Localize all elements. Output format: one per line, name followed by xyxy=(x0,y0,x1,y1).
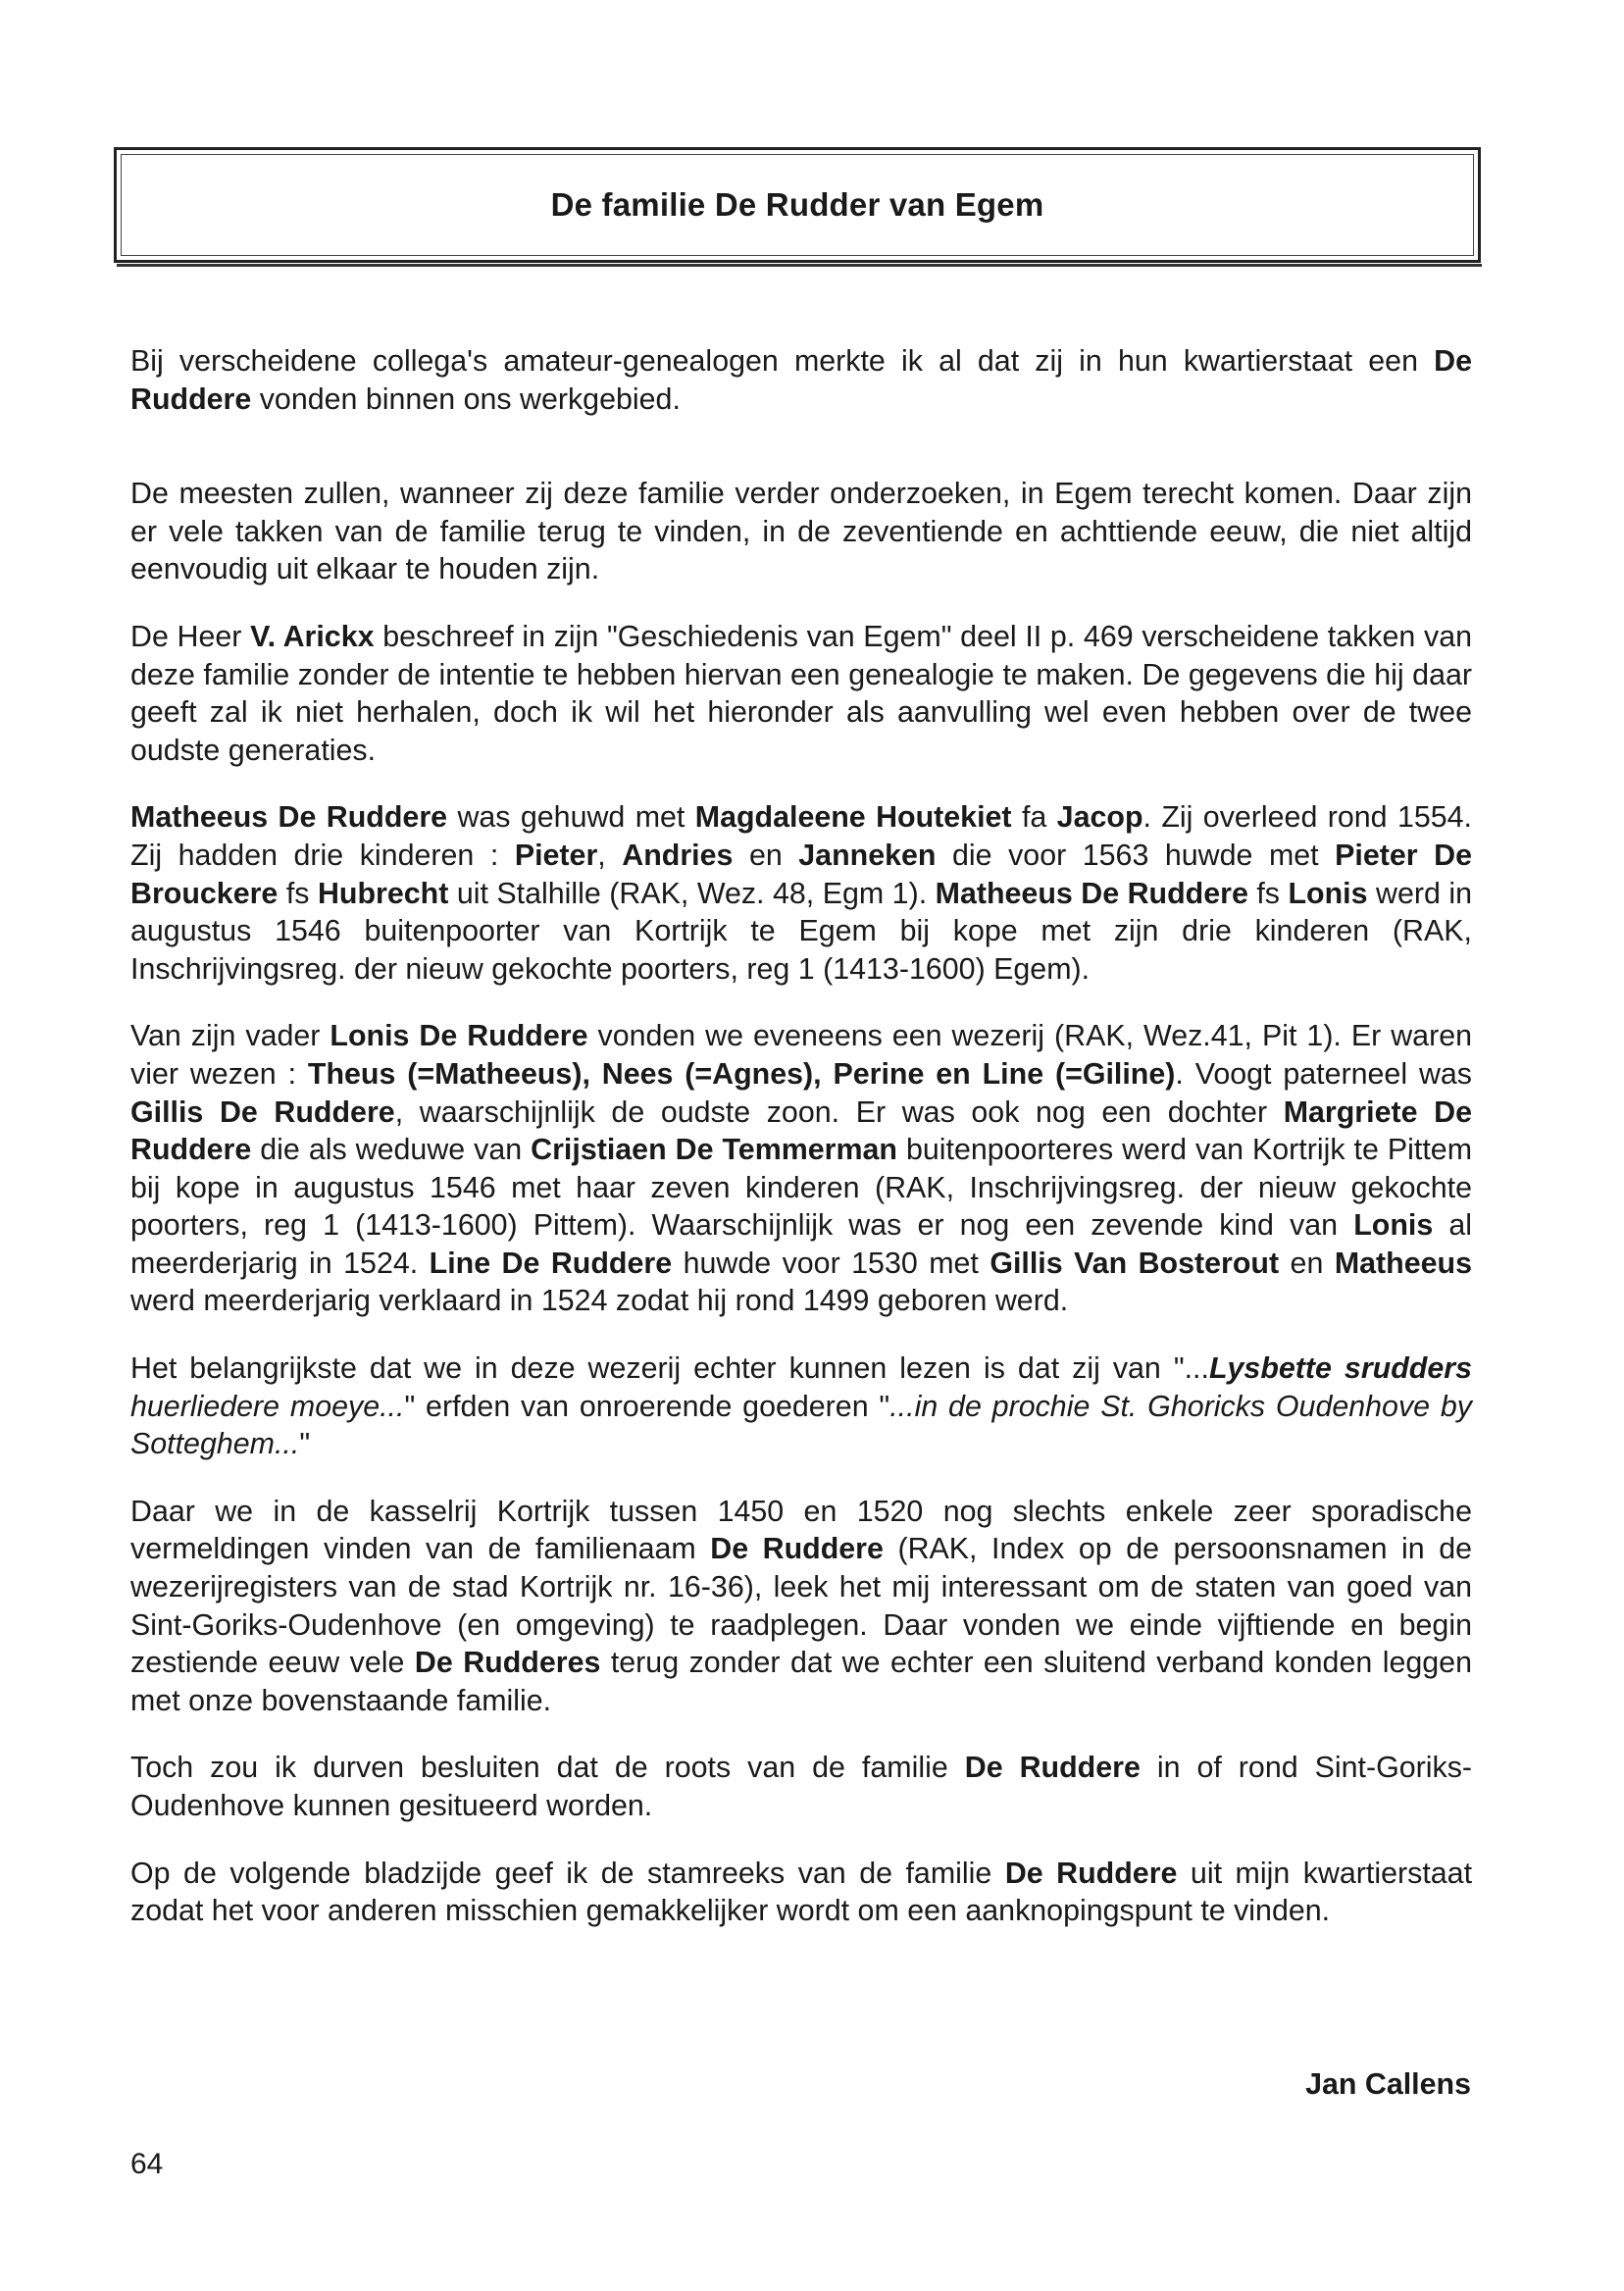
bold-text: De Rudderes xyxy=(414,1646,601,1680)
bold-text: Lonis De Ruddere xyxy=(330,1019,588,1053)
bold-text: De Ruddere xyxy=(964,1751,1141,1785)
bold-text: Jacop xyxy=(1056,800,1143,835)
paragraph-matheeus: Matheeus De Ruddere was gehuwd met Magdaleene Houtekiet fa Jacop. Zij overleed rond 1554. Zij hadden drie kinderen : Pieter, Andries en Janneken die voor 1563 huwde met Pieter De Brouckere fs Hubrecht uit Stalhille (RAK, Wez. 48, Egm 1). Matheeus De Ruddere fs Lonis werd in augustus 1546 buitenpoorter van Kortrijk te Egem bij kope met zijn drie kinderen (RAK, Inschrijvingsreg. der nieuw gekochte poorters, reg 1 (1413-1600) Egem). xyxy=(130,800,1473,986)
bold-text: Lonis xyxy=(1288,876,1368,910)
bold-text: Line De Ruddere xyxy=(429,1246,673,1280)
page-number: 64 xyxy=(130,2148,164,2180)
paragraph-lonis: Van zijn vader Lonis De Ruddere vonden we eveneens een wezerij (RAK, Wez.41, Pit 1). Er waren vier wezen : Theus (=Matheeus), Nees (=Agnes), Perine en Line (=Giline). Voogt paterneel was Gillis De Ruddere, waarschijnlijk de oudste zoon. Er was ook nog een dochter Margriete De Ruddere die als weduwe van Crijstiaen De Temmerman buitenpoorteres werd van Kortrijk te Pittem bij kope in augustus 1546 met haar zeven kinderen (RAK, Inschrijvingsreg. der nieuw gekochte poorters, reg 1 (1413-1600) Pittem). Waarschijnlijk was er nog een zevende kind van Lonis al meerderjarig in 1524. Line De Ruddere huwde voor 1530 met Gillis Van Bosterout en Matheeus werd meerderjarig verklaard in 1524 zodat hij rond 1499 geboren werd. xyxy=(130,1019,1473,1318)
bold-text: Margriete De Ruddere xyxy=(130,1095,1472,1167)
bold-text: Pieter De Brouckere xyxy=(130,838,1472,910)
article-body xyxy=(130,342,1472,1960)
bold-text: De Ruddere xyxy=(710,1532,884,1566)
bold-text: Andries xyxy=(622,838,734,872)
bold-text: Matheeus xyxy=(1334,1246,1472,1280)
bold-text: Lysbette srudders xyxy=(1208,1351,1472,1386)
paragraph-lysbette: Het belangrijkste dat we in deze wezerij echter kunnen lezen is dat zij van "...Lysbette srudders huerliedere moeye..." erfden van onroerende goederen "...in de prochie St. Ghoricks Oudenhove by Sotteghem..." xyxy=(130,1351,1472,1461)
bold-text: Gillis Van Bosterout xyxy=(990,1246,1280,1280)
italic-text: ...in de prochie St. Ghoricks Oudenhove by Sotteghem... xyxy=(130,1389,1472,1461)
bold-text: Matheeus De Ruddere xyxy=(935,876,1248,910)
paragraph-egem: De meesten zullen, wanneer zij deze familie verder onderzoeken, in Egem terecht komen. Daar zijn er vele takken van de familie terug te vinden, in de zeventiende en achttiende eeuw, die niet altijd eenvoudig uit elkaar te houden zijn. xyxy=(130,477,1472,586)
bold-text: Magdaleene Houtekiet xyxy=(694,800,1012,835)
paragraph-kasselrij: Daar we in de kasselrij Kortrijk tussen 1450 en 1520 nog slechts enkele zeer sporadische vermeldingen vinden van de familienaam De Ruddere (RAK, Index op de persoonsnamen in de wezerijregisters van de stad Kortrijk nr. 16-36), leek het mij interessant om de staten van goed van Sint-Goriks-Oudenhove (en omgeving) te raadplegen. Daar vonden we einde vijftiende en begin zestiende eeuw vele De Rudderes terug zonder dat we echter een sluitend verband konden leggen met onze bovenstaande familie. xyxy=(130,1494,1472,1717)
paragraph-roots: Toch zou ik durven besluiten dat de roots van de familie De Ruddere in of rond Sint-Goriks-Oudenhove kunnen gesitueerd worden. xyxy=(130,1751,1473,1822)
bold-text: De Ruddere xyxy=(1004,1856,1178,1890)
bold-text: De Ruddere xyxy=(130,344,1472,416)
bold-text: Gillis De Ruddere xyxy=(130,1095,395,1129)
bold-text: Hubrecht xyxy=(317,876,449,910)
page-title: De familie De Rudder van Egem xyxy=(550,186,1044,223)
paragraph-intro: Bij verscheidene collega's amateur-genealogen merkte ik al dat zij in hun kwartierstaat een De Ruddere vonden binnen ons werkgebied. xyxy=(130,344,1472,416)
italic-text: huerliedere moeye... xyxy=(130,1389,405,1423)
title-box xyxy=(114,147,1481,263)
author-signature: Jan Callens xyxy=(1305,2067,1471,2101)
bold-text: Theus (=Matheeus), Nees (=Agnes), Perine en Line (=Giline) xyxy=(307,1056,1176,1091)
bold-text: Janneken xyxy=(798,838,937,872)
bold-text: Lonis xyxy=(1353,1208,1434,1243)
bold-text: Matheeus De Ruddere xyxy=(130,800,448,835)
bold-text: Pieter xyxy=(514,838,598,872)
paragraph-arickx: De Heer V. Arickx beschreef in zijn "Geschiedenis van Egem" deel II p. 469 verscheidene takken van deze familie zonder de intentie te hebben hiervan een genealogie te maken. De gegevens die hij daar geeft zal ik niet herhalen, doch ik wil het hieronder als aanvulling wel even hebben over de twee oudste generaties. xyxy=(130,619,1473,767)
paragraph-stamreeks: Op de volgende bladzijde geef ik de stamreeks van de familie De Ruddere uit mijn kwartierstaat zodat het voor anderen misschien gemakkelijker wordt om een aanknopingspunt te vinden. xyxy=(130,1856,1473,1928)
bold-text: Crijstiaen De Temmerman xyxy=(531,1133,897,1167)
bold-text: V. Arickx xyxy=(250,619,375,653)
